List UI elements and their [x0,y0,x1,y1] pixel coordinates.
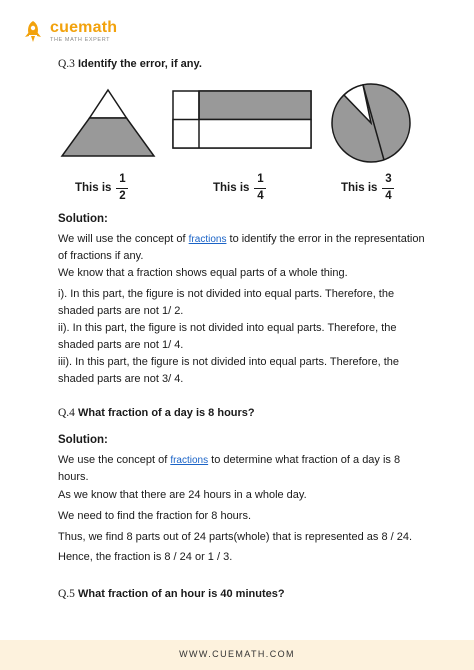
solution-paragraph: iii). In this part, the figure is not divided into equal parts. Therefore, the shaded parts are not 3/ 4. [58,356,399,385]
rocket-icon [22,20,44,44]
question-number: Q.5 [58,588,75,600]
fraction-denominator: 4 [257,189,264,202]
question-3 [58,58,202,70]
fraction-bar [254,188,266,189]
rectangle-figure [172,90,312,150]
fraction-half [116,174,128,202]
caption-half [75,174,128,202]
page-footer [0,640,474,670]
question-text: What fraction of a day is 8 hours? [78,407,255,419]
fraction-bar [382,188,394,189]
footer-url[interactable]: WWW.CUEMATH.COM [179,649,295,659]
circle-figure [330,82,412,164]
fraction-three-quarters [382,174,394,202]
solution-paragraph: i). In this part, the figure is not divided into equal parts. Therefore, the shaded parts are not 1/ 2. [58,288,395,317]
fraction-quarter [254,174,266,202]
solution-paragraph [58,452,428,486]
fraction-denominator: 4 [385,189,392,202]
fraction-numerator: 3 [385,173,392,185]
solution-paragraph: We know that a fraction shows equal parts of a whole thing. [58,267,348,279]
question-5 [58,588,285,600]
caption-prefix: This is [341,182,378,195]
caption-quarter [213,174,266,202]
brand-name: cuemath [50,19,118,37]
text: We use the concept of [58,454,171,466]
caption-prefix: This is [75,182,112,195]
solution-label: Solution: [58,434,108,446]
question-text: What fraction of an hour is 40 minutes? [78,588,285,600]
fractions-link[interactable]: fractions [170,455,209,466]
solution-paragraph: ii). In this part, the figure is not divided into equal parts. Therefore, the shaded parts are not 1/ 4. [58,322,397,351]
solution-label: Solution: [58,213,108,225]
solution-paragraph: Hence, the fraction is 8 / 24 or 1 / 3. [58,551,233,563]
fraction-denominator: 2 [119,189,126,202]
cuemath-logo [22,20,117,44]
solution-paragraph: We need to find the fraction for 8 hours. [58,510,252,522]
fraction-numerator: 1 [257,173,264,185]
solution-paragraph: Thus, we find 8 parts out of 24 parts(whole) that is represented as 8 / 24. [58,531,413,543]
caption-prefix: This is [213,182,250,195]
fraction-numerator: 1 [119,173,126,185]
question-text: Identify the error, if any. [78,58,202,70]
fraction-bar [116,188,128,189]
solution-paragraph: As we know that there are 24 hours in a whole day. [58,489,307,501]
fractions-link[interactable]: fractions [188,234,227,245]
caption-three-quarters [341,174,394,202]
question-4 [58,407,255,419]
question-number: Q.4 [58,407,75,419]
solution-paragraph [58,231,428,265]
text: to identify the error in the representation of fractions if any. [58,233,425,262]
brand-tagline: THE MATH EXPERT [50,37,111,44]
text: to determine what fraction of a day is 8 hours. [58,454,401,483]
question-number: Q.3 [58,58,75,70]
triangle-figure [60,88,156,158]
text: We will use the concept of [58,233,189,245]
